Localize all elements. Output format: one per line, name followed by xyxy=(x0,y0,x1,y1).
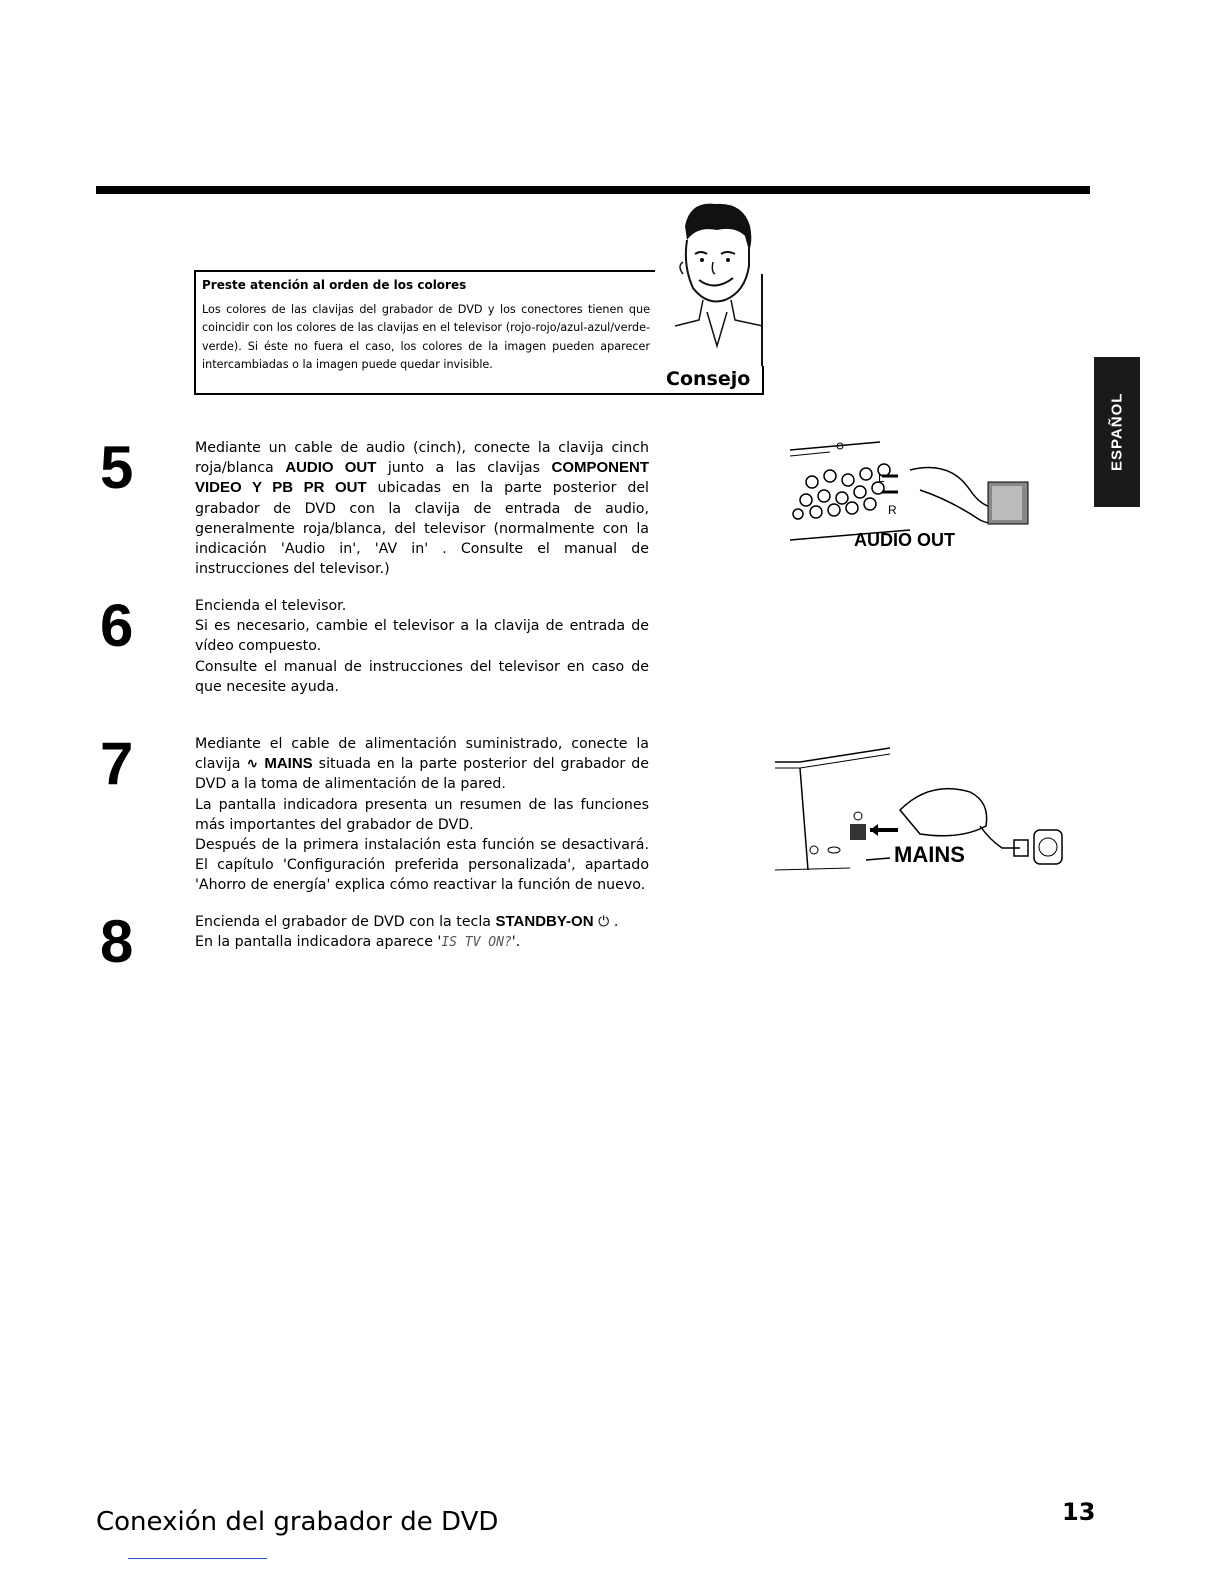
jack-r-label: R xyxy=(888,503,897,517)
mains-symbol-icon: ∿ xyxy=(246,756,259,773)
step-8-text: Encienda el grabador de DVD con la tecla STANDBY-ON ⏻ . En la pantalla indicadora aparece 'IS TV ON?'. xyxy=(195,913,619,951)
tip-label: Consejo xyxy=(666,368,751,390)
step-number-7: 7 xyxy=(100,730,134,797)
tip-mascot-illustration xyxy=(655,196,767,366)
step-number-8: 8 xyxy=(100,908,134,975)
standby-on-label: STANDBY-ON xyxy=(495,913,594,930)
step-number-5: 5 xyxy=(100,434,134,501)
top-rule xyxy=(96,186,1090,194)
power-icon: ⏻ xyxy=(598,914,610,930)
footer-section-title: Conexión del grabador de DVD xyxy=(96,1507,499,1537)
audio-out-connection-figure xyxy=(770,430,1040,560)
step-5-text: Mediante un cable de audio (cinch), conecte la clavija cinch roja/blanca AUDIO OUT junto a las clavijas COMPONENT VIDEO Y PB PR OUT ubicadas en la parte posterior del grabador de DVD con la clavija de entrada de audio, generalmente roja/blanca, del televisor (normalmente con la indicación 'Audio in', 'AV in' . Consulte el manual de instrucciones del televisor.) xyxy=(195,440,649,578)
mains-connection-figure xyxy=(770,730,1070,880)
step-number-6: 6 xyxy=(100,592,134,659)
footer-link-underline xyxy=(128,1558,267,1559)
jack-l-label: L xyxy=(878,471,885,485)
step-7-text: Mediante el cable de alimentación suministrado, conecte la clavija ∿ MAINS situada en la parte posterior del grabador de DVD a la toma de alimentación de la pared. La pantalla indicadora presenta un resumen de las funciones más importantes del grabador de DVD. Después de la primera instalación esta función se desactivará. El capítulo 'Configuración preferida personalizada', apartado 'Ahorro de energía' explica cómo reactivar la función de nuevo. xyxy=(195,736,650,894)
figure-mains-label: MAINS xyxy=(894,842,965,867)
page-number: 13 xyxy=(1062,1498,1096,1526)
figure-audio-out-label: AUDIO OUT xyxy=(854,530,955,550)
tip-body: Los colores de las clavijas del grabador de DVD y los conectores tienen que coincidir con los colores de las clavijas en el televisor (rojo-rojo/azul-azul/verde-verde). Si éste no fuera el caso, los colores de la imagen pueden aparecer intercambiadas o la imagen puede quedar invisible. xyxy=(202,303,650,371)
audio-out-label: AUDIO OUT xyxy=(285,459,377,477)
lcd-display-text: IS TV ON? xyxy=(441,935,512,951)
component-video-label: COMPONENT VIDEO Y PB PR OUT xyxy=(195,459,649,497)
mains-label: MAINS xyxy=(264,755,313,773)
language-tab-label: ESPAÑOL xyxy=(1108,392,1126,472)
step-6-text: Encienda el televisor. Si es necesario, cambie el televisor a la clavija de entrada de vídeo compuesto. Consulte el manual de instrucciones del televisor en caso de que necesite ayuda. xyxy=(195,598,649,695)
tip-title: Preste atención al orden de los colores xyxy=(202,278,467,292)
